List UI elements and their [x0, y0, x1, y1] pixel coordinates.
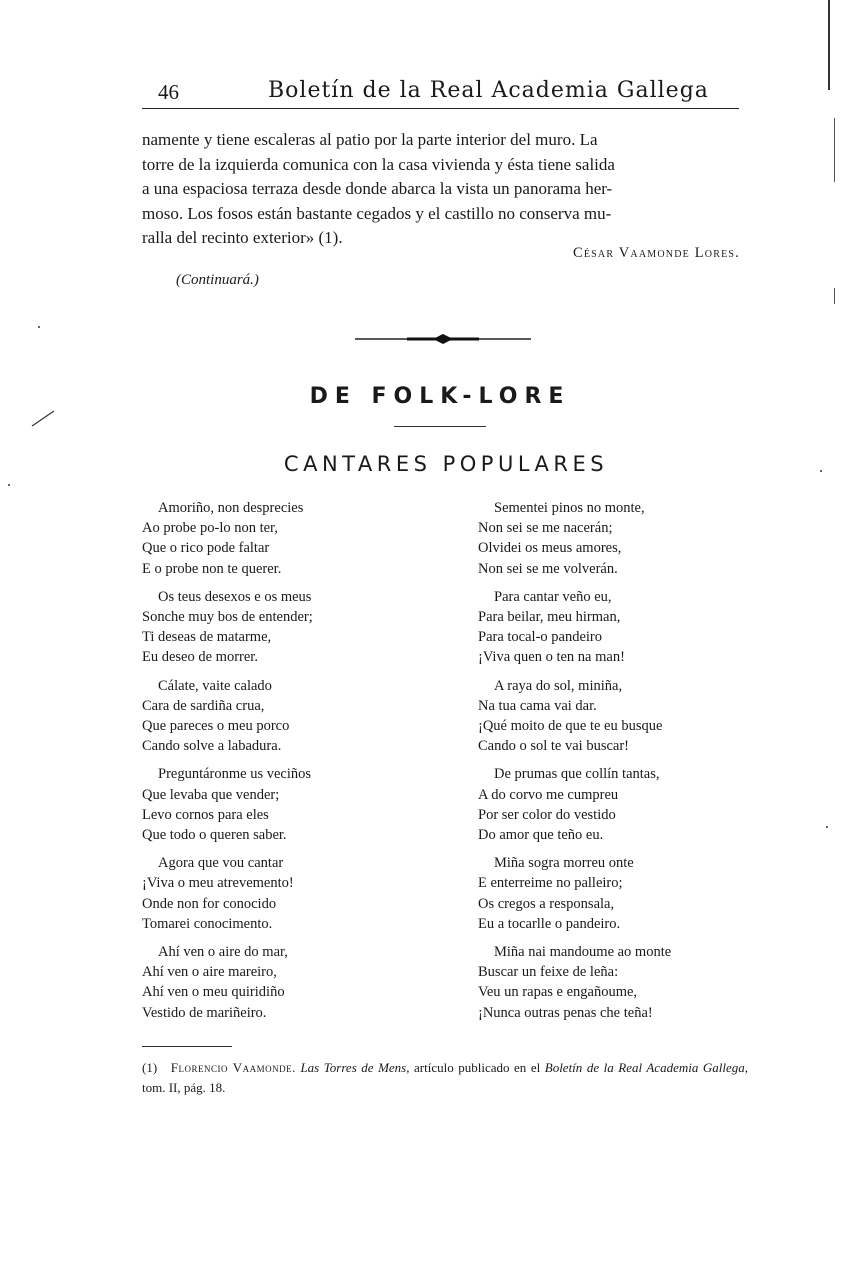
verse-line: De prumas que collín tantas, — [494, 766, 660, 783]
verse-line: A do corvo me cumpreu — [478, 786, 619, 803]
verse-line: ¡Viva o meu atrevemento! — [142, 875, 294, 892]
short-rule — [394, 426, 486, 427]
scan-speck — [820, 470, 822, 472]
continuara-note: (Continuará.) — [176, 272, 259, 288]
intro-line: a una espaciosa terraza desde donde abarca la vista un panorama her- — [142, 179, 613, 199]
verse-line: Non sei se me volverán. — [478, 560, 618, 577]
verse-line: Preguntáronme us veciños — [158, 766, 312, 783]
verse-line: Ahí ven o meu quiridiño — [142, 984, 285, 1001]
verse-line: Miña sogra morreu onte — [494, 855, 634, 872]
scan-margin-mark — [834, 288, 835, 304]
stanza — [478, 764, 748, 845]
verse-line: Que levaba que vender; — [142, 786, 280, 803]
stanza — [478, 853, 748, 934]
scan-stroke — [30, 408, 56, 428]
verse-line: Tomarei conocimento. — [142, 915, 273, 932]
verse-line: Que o rico pode faltar — [142, 540, 270, 557]
verse-line: Para cantar veño eu, — [494, 588, 612, 605]
verse-line: E o probe non te querer. — [142, 560, 282, 577]
verse-line: Do amor que teño eu. — [478, 827, 604, 844]
intro-line: torre de la izquierda comunica con la casa vivienda y ésta tiene salida — [142, 154, 615, 174]
verse-line: ¡Viva quen o ten na man! — [478, 649, 625, 666]
verse-line: Onde non for conocido — [142, 895, 277, 912]
verse-line: Eu deseo de morrer. — [142, 649, 258, 666]
verse-line: Cando o sol te vai buscar! — [478, 738, 630, 755]
stanza — [142, 942, 462, 1023]
stanza — [142, 676, 462, 757]
stanza — [142, 764, 462, 845]
footnote-reference: tom. II, pág. 18. — [142, 1080, 226, 1095]
verse-line: Cálate, vaite calado — [158, 677, 272, 694]
verse-line: ¡Qué moito de que te eu busque — [478, 718, 663, 735]
intro-paragraph — [142, 128, 740, 251]
verse-line: Ti deseas de matarme, — [142, 629, 272, 646]
section-title: DE FOLK-LORE — [309, 384, 571, 409]
scan-speck — [38, 326, 40, 328]
verse-line: Na tua cama vai dar. — [478, 697, 597, 714]
header-rule — [142, 108, 739, 109]
section-subtitle: CANTARES POPULARES — [283, 452, 609, 476]
verse-line: Non sei se me nacerán; — [478, 520, 613, 537]
verse-line: Cara de sardiña crua, — [142, 697, 265, 714]
verse-line: Buscar un feixe de leña: — [478, 964, 619, 981]
intro-line: moso. Los fosos están bastante cegados y el castillo no conserva mu- — [142, 203, 612, 223]
scan-margin-line — [828, 0, 830, 90]
verse-line: Ahí ven o aire mareiro, — [142, 964, 277, 981]
verse-line: Eu a tocarlle o pandeiro. — [478, 915, 621, 932]
verse-line: A raya do sol, miniña, — [494, 677, 623, 694]
author-signature: César Vaamonde Lores. — [572, 245, 740, 261]
stanza — [478, 942, 748, 1023]
intro-line: namente y tiene escaleras al patio por la parte interior del muro. La — [142, 130, 598, 149]
journal-title: Boletín de la Real Academia Gallega — [268, 78, 709, 103]
verse-line: Ahí ven o aire do mar, — [158, 944, 288, 961]
stanza — [142, 498, 462, 579]
verse-line: ¡Nunca outras penas che teña! — [478, 1004, 653, 1021]
verse-line: Que pareces o meu porco — [142, 718, 290, 735]
verse-line: Levo cornos para eles — [142, 806, 269, 823]
footnote — [142, 1058, 748, 1098]
footnote-marker: (1) — [142, 1060, 158, 1075]
verse-line: Sementei pinos no monte, — [494, 500, 645, 516]
verses-left-column — [142, 498, 462, 1031]
scan-margin-mark — [834, 118, 835, 182]
footnote-text: artículo publicado en el — [414, 1060, 541, 1075]
verse-line: E enterreime no palleiro; — [478, 875, 623, 892]
verses-right-column — [478, 498, 748, 1031]
footnote-author: Florencio Vaamonde. — [170, 1060, 296, 1075]
verse-line: Os teus desexos e os meus — [158, 588, 312, 605]
verse-line: Miña nai mandoume ao monte — [494, 944, 672, 961]
verse-line: Que todo o queren saber. — [142, 827, 287, 844]
footnote-publication: Boletín de la Real Academia Gallega, — [544, 1060, 749, 1075]
stanza — [478, 587, 748, 668]
verse-line: Por ser color do vestido — [478, 806, 616, 823]
stanza — [142, 587, 462, 668]
stanza — [142, 853, 462, 934]
verse-line: Olvidei os meus amores, — [478, 540, 622, 557]
scan-speck — [826, 826, 828, 828]
verse-line: Amoriño, non desprecies — [158, 500, 304, 516]
verse-line: Cando solve a labadura. — [142, 738, 282, 755]
verse-line: Ao probe po-lo non ter, — [142, 520, 278, 537]
verse-line: Vestido de mariñeiro. — [142, 1004, 267, 1021]
scan-speck — [8, 484, 10, 486]
verse-line: Para beilar, meu hirman, — [478, 609, 621, 626]
stanza — [478, 498, 748, 579]
ornament-divider — [355, 332, 531, 346]
stanza — [478, 676, 748, 757]
verse-line: Agora que vou cantar — [158, 855, 284, 872]
page-number: 46 — [158, 80, 179, 104]
verse-line: Sonche muy bos de entender; — [142, 609, 313, 626]
verse-line: Os cregos a responsala, — [478, 895, 615, 912]
footnote-rule — [142, 1046, 232, 1047]
verse-line: Veu un rapas e engañoume, — [478, 984, 638, 1001]
verse-line: Para tocal-o pandeiro — [478, 629, 603, 646]
intro-line: ralla del recinto exterior» (1). — [142, 228, 343, 248]
footnote-work: Las Torres de Mens, — [300, 1060, 410, 1075]
